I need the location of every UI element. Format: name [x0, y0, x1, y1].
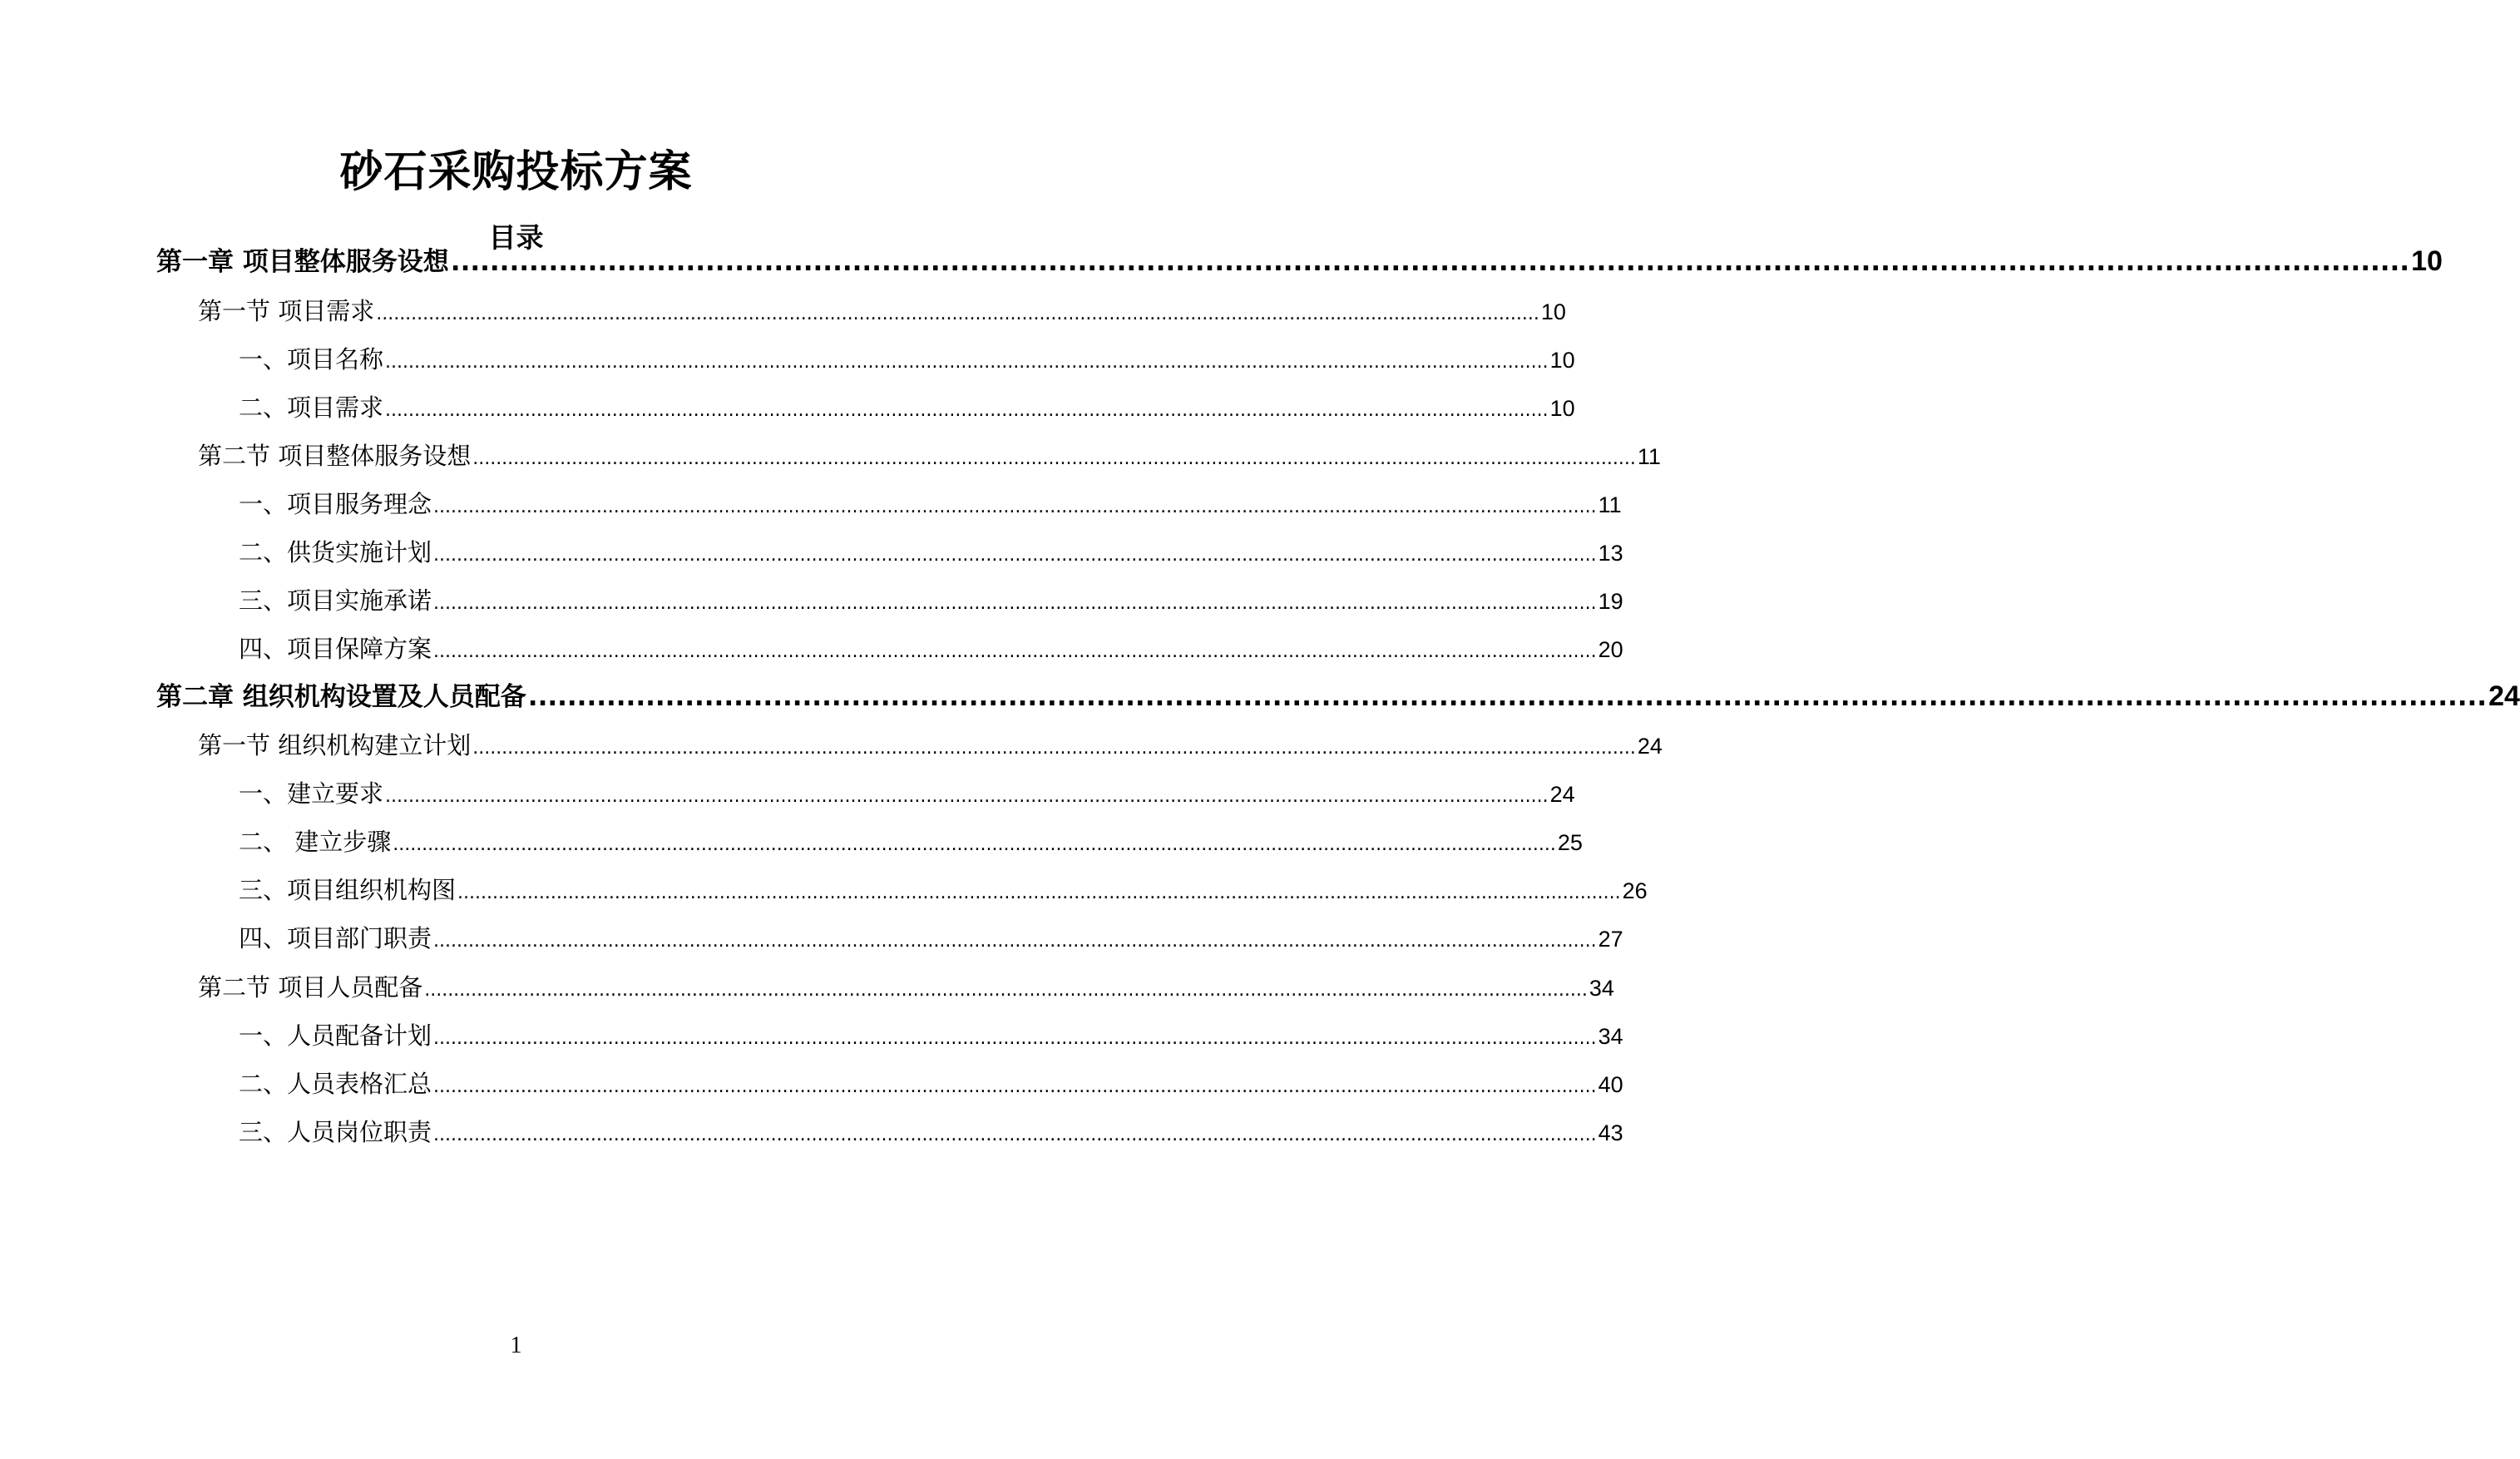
toc-subsection-entry[interactable] — [239, 487, 1622, 524]
toc-entry-page: 20 — [1598, 637, 1623, 662]
toc-heading: 目录 — [488, 221, 544, 254]
toc-entry-page: 43 — [1598, 1120, 1623, 1145]
toc-entry-label: 第二章 组织机构设置及人员配备 — [156, 682, 526, 712]
toc-dot-leader: ........................................................................................................................................................................................................ — [457, 883, 1621, 903]
toc-entry-page: 26 — [1622, 878, 1648, 903]
toc-entry-page: 10 — [2411, 245, 2443, 277]
toc-dot-leader: ........................................................................................................................................................................................................ — [433, 931, 1597, 952]
document-title: 砂石采购投标方案 — [339, 147, 693, 197]
toc-dot-leader: ........................................................................................................................................................................................................ — [385, 786, 1549, 807]
toc-dot-leader: ........................................................................................................................................................................................................ — [450, 247, 2410, 277]
toc-entry-label: 三、项目组织机构图 — [239, 876, 457, 904]
toc-dot-leader: ........................................................................................................................................................................................................ — [376, 304, 1539, 324]
toc-entry-page: 19 — [1598, 589, 1623, 614]
toc-entry-page: 27 — [1598, 927, 1623, 952]
toc-dot-leader: ........................................................................................................................................................................................................ — [433, 545, 1597, 566]
toc-section-entry[interactable] — [198, 729, 1663, 765]
toc-entry-label: 四、项目部门职责 — [239, 924, 432, 952]
toc-entry-page: 24 — [1549, 782, 1575, 807]
toc-chapter-entry[interactable] — [156, 679, 2520, 715]
toc-entry-label: 一、项目服务理念 — [239, 490, 432, 518]
toc-entry-page: 24 — [1637, 734, 1663, 759]
toc-chapter-entry[interactable] — [156, 244, 2443, 279]
toc-subsection-entry[interactable] — [239, 632, 1623, 669]
toc-subsection-entry[interactable] — [239, 343, 1575, 379]
toc-entry-page: 24 — [2488, 680, 2520, 712]
toc-dot-leader: ........................................................................................................................................................................................................ — [393, 834, 1556, 855]
toc-entry-page: 10 — [1549, 348, 1575, 373]
toc-section-entry[interactable] — [198, 971, 1614, 1007]
toc-entry-page: 11 — [1637, 444, 1661, 469]
toc-entry-label: 二、人员表格汇总 — [239, 1070, 432, 1098]
toc-dot-leader: ........................................................................................................................................................................................................ — [433, 641, 1597, 662]
toc-subsection-entry[interactable] — [239, 1019, 1623, 1056]
toc-dot-leader: ........................................................................................................................................................................................................ — [527, 682, 2488, 712]
toc-section-entry[interactable] — [198, 294, 1566, 331]
toc-entry-label: 一、项目名称 — [239, 345, 384, 373]
toc-entry-page: 25 — [1557, 830, 1583, 855]
toc-entry-page: 10 — [1540, 299, 1566, 324]
toc-dot-leader: ........................................................................................................................................................................................................ — [433, 1076, 1597, 1097]
toc-subsection-entry[interactable] — [239, 391, 1575, 428]
toc-subsection-entry[interactable] — [239, 777, 1575, 814]
toc-subsection-entry[interactable] — [239, 922, 1623, 958]
toc-entry-label: 第一章 项目整体服务设想 — [156, 247, 449, 277]
toc-section-entry[interactable] — [198, 439, 1661, 476]
toc-dot-leader: ........................................................................................................................................................................................................ — [472, 738, 1636, 759]
toc-entry-label: 第二节 项目人员配备 — [198, 973, 423, 1002]
toc-entry-page: 40 — [1598, 1072, 1623, 1097]
toc-subsection-entry[interactable] — [239, 536, 1623, 572]
toc-entry-label: 三、人员岗位职责 — [239, 1118, 432, 1146]
toc-entry-page: 13 — [1598, 541, 1623, 566]
toc-entry-label: 三、项目实施承诺 — [239, 586, 432, 615]
toc-dot-leader: ........................................................................................................................................................................................................ — [385, 400, 1549, 421]
toc-subsection-entry[interactable] — [239, 1067, 1623, 1104]
toc-entry-page: 34 — [1598, 1024, 1623, 1049]
toc-subsection-entry[interactable] — [239, 873, 1648, 910]
toc-entry-label: 第一节 项目需求 — [198, 297, 375, 325]
toc-dot-leader: ........................................................................................................................................................................................................ — [433, 1125, 1597, 1145]
toc-entry-label: 四、项目保障方案 — [239, 635, 432, 663]
toc-entry-label: 二、项目需求 — [239, 393, 384, 422]
toc-entry-page: 11 — [1598, 492, 1622, 517]
toc-entry-page: 34 — [1589, 976, 1614, 1001]
page-number: 1 — [510, 1333, 522, 1358]
toc-entry-label: 第一节 组织机构建立计划 — [198, 731, 472, 759]
toc-entry-page: 10 — [1549, 396, 1575, 421]
toc-dot-leader: ........................................................................................................................................................................................................ — [433, 497, 1597, 517]
toc-dot-leader: ........................................................................................................................................................................................................ — [472, 448, 1636, 469]
toc-entry-label: 二、供货实施计划 — [239, 538, 432, 566]
toc-subsection-entry[interactable] — [239, 825, 1583, 862]
toc-entry-label: 一、建立要求 — [239, 779, 384, 808]
toc-dot-leader: ........................................................................................................................................................................................................ — [433, 593, 1597, 614]
toc-entry-label: 一、人员配备计划 — [239, 1021, 432, 1050]
toc-subsection-entry[interactable] — [239, 584, 1623, 621]
toc-dot-leader: ........................................................................................................................................................................................................ — [424, 980, 1588, 1001]
toc-dot-leader: ........................................................................................................................................................................................................ — [433, 1028, 1597, 1049]
toc-dot-leader: ........................................................................................................................................................................................................ — [385, 352, 1549, 373]
toc-subsection-entry[interactable] — [239, 1115, 1623, 1152]
toc-entry-label: 二、 建立步骤 — [239, 828, 392, 856]
toc-entry-label: 第二节 项目整体服务设想 — [198, 442, 472, 470]
